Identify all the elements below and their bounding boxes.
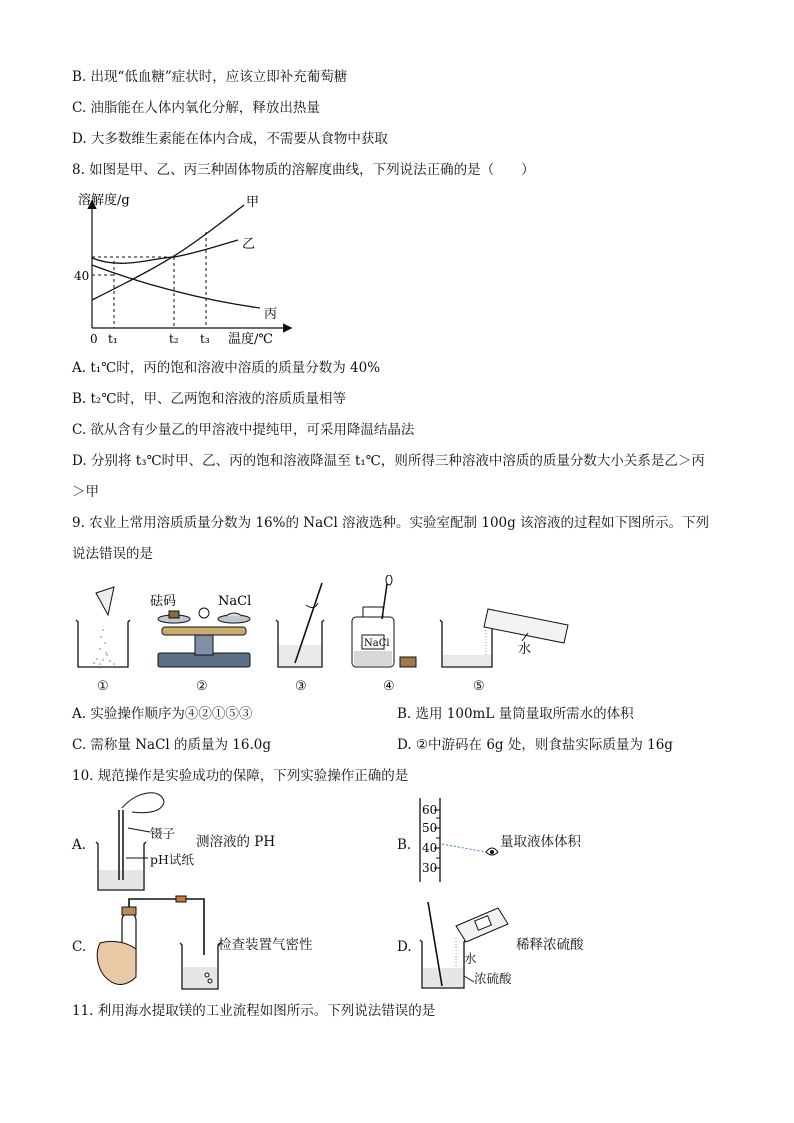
step3-beaker: [276, 583, 324, 667]
y-axis-label: 溶解度/g: [78, 193, 130, 208]
q8-option-c: C. 欲从含有少量乙的甲溶液中提纯甲，可采用降温结晶法: [72, 422, 415, 438]
step5-beaker: [440, 609, 568, 667]
q10-d-letter: D.: [397, 939, 412, 955]
step-3-label: ③: [295, 679, 307, 694]
q9-option-d: D. ②中游码在 6g 处，则食盐实际质量为 16g: [397, 737, 673, 753]
weights-label: 砝码: [150, 594, 177, 609]
step-1-label: ①: [97, 679, 109, 694]
water-label: 水: [518, 642, 532, 657]
q9-option-a: A. 实验操作顺序为④②①⑤③: [72, 706, 253, 722]
q10-a-figure: [92, 790, 202, 895]
q9-experiment-figure: [70, 575, 580, 675]
q10-a-letter: A.: [72, 837, 87, 853]
q9-option-c: C. 需称量 NaCl 的质量为 16.0g: [72, 737, 272, 753]
y-tick-40: 40: [74, 269, 90, 283]
q10-b-letter: B.: [397, 837, 412, 853]
q9-stem: 9. 农业上常用溶质质量分数为 16%的 NaCl 溶液选种。实验室配制 100g 该溶液的过程如下图所示。下列: [72, 515, 710, 531]
q8-option-d-cont: ＞甲: [72, 484, 99, 500]
x-tick-0: 0: [90, 332, 98, 346]
q10-d-acid-label: 浓硫酸: [474, 971, 512, 986]
series-label-bing: 丙: [264, 307, 278, 322]
solubility-chart: [72, 188, 302, 350]
q10-d-water-label: 水: [464, 951, 477, 966]
scale-60: 60: [422, 803, 438, 817]
nacl-jar-label: NaCl: [364, 638, 390, 649]
x-tick-t1: t₁: [108, 332, 118, 346]
q10-c-letter: C.: [72, 939, 87, 955]
series-label-yi: 乙: [242, 237, 256, 252]
x-tick-t3: t₃: [200, 332, 210, 346]
x-axis-label: 温度/℃: [228, 332, 273, 347]
q10-b-caption: 量取液体体积: [500, 834, 581, 850]
step2-balance: [150, 593, 251, 667]
q7-option-d: D. 大多数维生素能在体内合成，不需要从食物中获取: [72, 131, 388, 147]
q8-stem: 8. 如图是甲、乙、丙三种固体物质的溶解度曲线，下列说法正确的是（ ）: [72, 162, 535, 178]
series-label-jia: 甲: [246, 195, 260, 210]
step-2-label: ②: [196, 679, 208, 694]
curve-jia: [92, 205, 244, 300]
q10-d-caption: 稀释浓硫酸: [516, 937, 584, 953]
q8-option-b: B. t₂℃时，甲、乙两饱和溶液的溶质质量相等: [72, 391, 346, 407]
q8-option-d: D. 分别将 t₃℃时甲、乙、丙的饱和溶液降温至 t₁℃，则所得三种溶液中溶质的质量分数大小关系是乙＞丙: [72, 453, 705, 469]
scale-50: 50: [422, 821, 438, 835]
step4-jar: [352, 575, 416, 667]
q7-option-c: C. 油脂能在人体内氧化分解，释放出热量: [72, 100, 320, 116]
q9-option-b: B. 选用 100mL 量筒量取所需水的体积: [397, 706, 634, 722]
q10-c-caption: 检查装置气密性: [218, 937, 313, 953]
q9-stem-cont: 说法错误的是: [72, 546, 153, 562]
q10-a-paper-label: pH试纸: [150, 852, 194, 867]
q10-a-tweezers-label: 镊子: [150, 826, 176, 841]
step-4-label: ④: [383, 679, 395, 694]
curve-yi: [92, 240, 238, 263]
q7-option-b: B. 出现“低血糖”症状时，应该立即补充葡萄糖: [72, 69, 348, 85]
scale-40: 40: [422, 841, 438, 855]
q10-stem: 10. 规范操作是实验成功的保障，下列实验操作正确的是: [72, 768, 409, 784]
q10-c-figure: [92, 893, 222, 993]
q8-option-a: A. t₁℃时，丙的饱和溶液中溶质的质量分数为 40%: [72, 360, 381, 376]
step1-beaker: [76, 587, 130, 667]
scale-30: 30: [422, 861, 438, 875]
step-5-label: ⑤: [473, 679, 485, 694]
x-tick-t2: t₂: [169, 332, 179, 346]
nacl-label: NaCl: [218, 594, 252, 609]
q11-stem: 11. 利用海水提取镁的工业流程如图所示。下列说法错误的是: [72, 1003, 436, 1019]
q10-a-caption: 测溶液的 PH: [196, 834, 276, 850]
